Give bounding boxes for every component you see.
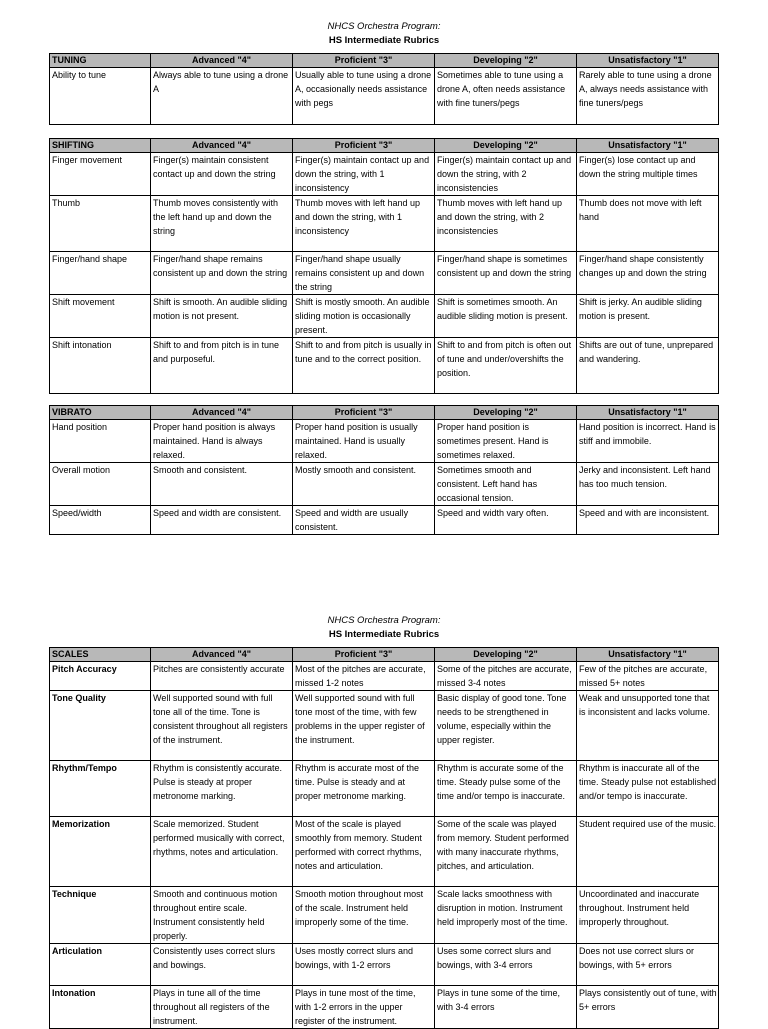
- criterion-cell: Technique: [50, 887, 151, 944]
- rubric-cell: Rhythm is consistently accurate. Pulse is steady at proper metronome marking.: [151, 761, 293, 817]
- document-title-block: [0, 20, 768, 48]
- rubric-cell: Speed and width are consistent.: [151, 506, 293, 535]
- rubric-cell: Finger(s) maintain consistent contact up and down the string: [151, 153, 293, 196]
- program-title: NHCS Orchestra Program:: [327, 21, 441, 32]
- level-header: Advanced "4": [151, 406, 293, 420]
- table-row: [50, 153, 719, 196]
- rubric-cell: Proper hand position is sometimes present. Hand is sometimes relaxed.: [435, 420, 577, 463]
- shifting-table: [49, 138, 719, 394]
- criterion-cell: Articulation: [50, 944, 151, 986]
- rubric-cell: Jerky and inconsistent. Left hand has too much tension.: [577, 463, 719, 506]
- level-header: Developing "2": [435, 406, 577, 420]
- rubric-cell: Always able to tune using a drone A: [151, 68, 293, 125]
- rubric-cell: Thumb moves consistently with the left hand up and down the string: [151, 196, 293, 252]
- criterion-cell: Speed/width: [50, 506, 151, 535]
- criterion-cell: Intonation: [50, 986, 151, 1029]
- rubric-cell: Finger(s) maintain contact up and down the string, with 1 inconsistency: [293, 153, 435, 196]
- rubric-cell: Some of the pitches are accurate, missed 3-4 notes: [435, 662, 577, 691]
- table-row: [50, 463, 719, 506]
- rubric-cell: Finger/hand shape remains consistent up and down the string: [151, 252, 293, 295]
- rubric-cell: Most of the pitches are accurate, missed 1-2 notes: [293, 662, 435, 691]
- rubric-cell: Thumb does not move with left hand: [577, 196, 719, 252]
- criterion-cell: Finger/hand shape: [50, 252, 151, 295]
- rubric-cell: Plays consistently out of tune, with 5+ errors: [577, 986, 719, 1029]
- rubric-cell: Rhythm is accurate most of the time. Pulse is steady and at proper metronome marking.: [293, 761, 435, 817]
- rubric-cell: Shift is smooth. An audible sliding motion is not present.: [151, 295, 293, 338]
- program-title: NHCS Orchestra Program:: [327, 615, 441, 626]
- rubric-title: HS Intermediate Rubrics: [328, 35, 440, 46]
- criterion-cell: Pitch Accuracy: [50, 662, 151, 691]
- rubric-cell: Well supported sound with full tone most of the time, with few problems in the upper register of the instrument.: [293, 691, 435, 761]
- criterion-cell: Ability to tune: [50, 68, 151, 125]
- rubric-cell: Proper hand position is always maintained. Hand is always relaxed.: [151, 420, 293, 463]
- level-header: Proficient "3": [293, 139, 435, 153]
- level-header: Advanced "4": [151, 139, 293, 153]
- rubric-cell: Mostly smooth and consistent.: [293, 463, 435, 506]
- rubric-title: HS Intermediate Rubrics: [328, 629, 440, 640]
- rubric-cell: Shift is mostly smooth. An audible sliding motion is occasionally present.: [293, 295, 435, 338]
- criterion-cell: Tone Quality: [50, 691, 151, 761]
- scales-table: [49, 647, 719, 1029]
- table-row: [50, 506, 719, 535]
- level-header: Proficient "3": [293, 648, 435, 662]
- rubric-cell: Shift to and from pitch is in tune and purposeful.: [151, 338, 293, 394]
- level-header: Unsatisfactory "1": [577, 139, 719, 153]
- rubric-cell: Usually able to tune using a drone A, occasionally needs assistance with pegs: [293, 68, 435, 125]
- level-header: Advanced "4": [151, 54, 293, 68]
- rubric-cell: Hand position is incorrect. Hand is stiff and immobile.: [577, 420, 719, 463]
- criterion-cell: Shift movement: [50, 295, 151, 338]
- criterion-cell: Memorization: [50, 817, 151, 887]
- rubric-cell: Pitches are consistently accurate: [151, 662, 293, 691]
- level-header: Developing "2": [435, 139, 577, 153]
- criterion-cell: Hand position: [50, 420, 151, 463]
- rubric-cell: Shift to and from pitch is usually in tune and to the correct position.: [293, 338, 435, 394]
- criterion-cell: Shift intonation: [50, 338, 151, 394]
- rubric-cell: Scale memorized. Student performed musically with correct, rhythms, notes and articulation.: [151, 817, 293, 887]
- section-heading: TUNING: [50, 54, 151, 68]
- level-header: Advanced "4": [151, 648, 293, 662]
- rubric-cell: Most of the scale is played smoothly from memory. Student performed with correct rhythms, notes and articulation.: [293, 817, 435, 887]
- tuning-table: [49, 53, 719, 125]
- table-row: [50, 761, 719, 817]
- level-header: Unsatisfactory "1": [577, 648, 719, 662]
- rubric-cell: Rhythm is inaccurate all of the time. Steady pulse not established and/or tempo is inaccurate.: [577, 761, 719, 817]
- vibrato-table: [49, 405, 719, 535]
- rubric-cell: Speed and width are usually consistent.: [293, 506, 435, 535]
- rubric-cell: Well supported sound with full tone all of the time. Tone is consistent throughout all registers of the instrument.: [151, 691, 293, 761]
- criterion-cell: Thumb: [50, 196, 151, 252]
- rubric-cell: Finger/hand shape consistently changes up and down the string: [577, 252, 719, 295]
- criterion-cell: Finger movement: [50, 153, 151, 196]
- rubric-cell: Smooth and consistent.: [151, 463, 293, 506]
- rubric-cell: Uses mostly correct slurs and bowings, with 1-2 errors: [293, 944, 435, 986]
- rubric-cell: Consistently uses correct slurs and bowings.: [151, 944, 293, 986]
- rubric-cell: Uncoordinated and inaccurate throughout. Instrument held improperly throughout.: [577, 887, 719, 944]
- rubric-cell: Shift is jerky. An audible sliding motion is present.: [577, 295, 719, 338]
- rubric-cell: Thumb moves with left hand up and down the string, with 2 inconsistencies: [435, 196, 577, 252]
- table-row: [50, 420, 719, 463]
- rubric-cell: Sometimes smooth and consistent. Left hand has occasional tension.: [435, 463, 577, 506]
- rubric-cell: Some of the scale was played from memory. Student performed with many inaccurate rhythms, pitches, and articulation.: [435, 817, 577, 887]
- rubric-cell: Basic display of good tone. Tone needs to be strengthened in volume, especially within the upper register.: [435, 691, 577, 761]
- rubric-cell: Plays in tune some of the time, with 3-4 errors: [435, 986, 577, 1029]
- table-row: [50, 887, 719, 944]
- table-header-row: [50, 54, 719, 68]
- rubric-cell: Speed and width vary often.: [435, 506, 577, 535]
- rubric-cell: Few of the pitches are accurate, missed 5+ notes: [577, 662, 719, 691]
- rubric-cell: Speed and with are inconsistent.: [577, 506, 719, 535]
- table-row: [50, 817, 719, 887]
- rubric-cell: Rarely able to tune using a drone A, always needs assistance with fine tuners/pegs: [577, 68, 719, 125]
- rubric-cell: Sometimes able to tune using a drone A, often needs assistance with fine tuners/pegs: [435, 68, 577, 125]
- table-header-row: [50, 406, 719, 420]
- rubric-cell: Plays in tune most of the time, with 1-2 errors in the upper register of the instrument.: [293, 986, 435, 1029]
- level-header: Proficient "3": [293, 54, 435, 68]
- document-title-block: [0, 614, 768, 642]
- section-heading: SCALES: [50, 648, 151, 662]
- rubric-cell: Shift to and from pitch is often out of tune and under/overshifts the position.: [435, 338, 577, 394]
- rubric-cell: Weak and unsupported tone that is inconsistent and lacks volume.: [577, 691, 719, 761]
- table-row: [50, 338, 719, 394]
- rubric-cell: Finger(s) lose contact up and down the string multiple times: [577, 153, 719, 196]
- level-header: Developing "2": [435, 54, 577, 68]
- rubric-cell: Proper hand position is usually maintained. Hand is usually relaxed.: [293, 420, 435, 463]
- rubric-cell: Finger/hand shape usually remains consistent up and down the string: [293, 252, 435, 295]
- rubric-cell: Student required use of the music.: [577, 817, 719, 887]
- table-row: [50, 295, 719, 338]
- criterion-cell: Overall motion: [50, 463, 151, 506]
- rubric-cell: Smooth and continuous motion throughout entire scale. Instrument consistently held properly.: [151, 887, 293, 944]
- rubric-cell: Does not use correct slurs or bowings, with 5+ errors: [577, 944, 719, 986]
- level-header: Proficient "3": [293, 406, 435, 420]
- rubric-cell: Thumb moves with left hand up and down the string, with 1 inconsistency: [293, 196, 435, 252]
- rubric-cell: Shift is sometimes smooth. An audible sliding motion is present.: [435, 295, 577, 338]
- table-row: [50, 691, 719, 761]
- criterion-cell: Rhythm/Tempo: [50, 761, 151, 817]
- rubric-cell: Uses some correct slurs and bowings, with 3-4 errors: [435, 944, 577, 986]
- rubric-cell: Finger(s) maintain contact up and down the string, with 2 inconsistencies: [435, 153, 577, 196]
- level-header: Unsatisfactory "1": [577, 406, 719, 420]
- rubric-cell: Shifts are out of tune, unprepared and wandering.: [577, 338, 719, 394]
- section-heading: SHIFTING: [50, 139, 151, 153]
- table-row: [50, 986, 719, 1029]
- table-row: [50, 662, 719, 691]
- section-heading: VIBRATO: [50, 406, 151, 420]
- table-row: [50, 252, 719, 295]
- table-row: [50, 944, 719, 986]
- rubric-cell: Plays in tune all of the time throughout all registers of the instrument.: [151, 986, 293, 1029]
- table-header-row: [50, 648, 719, 662]
- level-header: Developing "2": [435, 648, 577, 662]
- rubric-cell: Scale lacks smoothness with disruption in motion. Instrument held improperly most of the time.: [435, 887, 577, 944]
- rubric-cell: Rhythm is accurate some of the time. Steady pulse some of the time and/or tempo is inaccurate.: [435, 761, 577, 817]
- level-header: Unsatisfactory "1": [577, 54, 719, 68]
- table-row: [50, 196, 719, 252]
- rubric-cell: Smooth motion throughout most of the scale. Instrument held improperly some of the time.: [293, 887, 435, 944]
- table-header-row: [50, 139, 719, 153]
- rubric-cell: Finger/hand shape is sometimes consistent up and down the string: [435, 252, 577, 295]
- table-row: [50, 68, 719, 125]
